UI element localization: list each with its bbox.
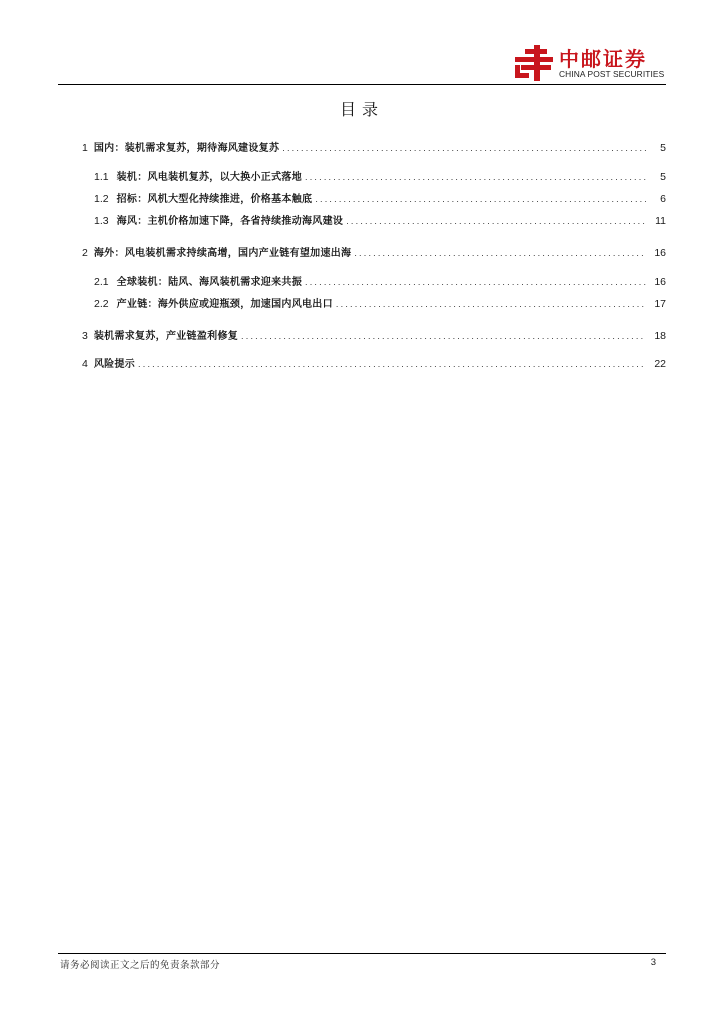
toc-dot-leader	[241, 328, 646, 344]
toc-entry-number: 3	[82, 330, 88, 342]
toc-entry-number: 2	[82, 247, 88, 259]
toc-entry-1[interactable]	[82, 140, 666, 156]
toc-entry-label: 国内：装机需求复苏，期待海风建设复苏	[93, 143, 280, 154]
toc-entry-label: 装机：风电装机复苏，以大换小正式落地	[116, 172, 303, 183]
toc-entry-number: 1.3	[94, 215, 109, 227]
toc-entry-label: 海外：风电装机需求持续高增，国内产业链有望加速出海	[93, 248, 352, 259]
toc-entry-number: 4	[82, 358, 88, 370]
toc-entry-1-3[interactable]	[94, 213, 666, 229]
toc-entry-3[interactable]	[82, 328, 666, 344]
toc-entry-2-2[interactable]	[94, 296, 666, 312]
page-header	[0, 0, 724, 86]
toc-entry-page: 11	[655, 215, 666, 227]
toc-dot-leader	[138, 356, 646, 372]
toc-entry-label: 海风：主机价格加速下降，各省持续推动海风建设	[116, 216, 344, 227]
toc-entry-page: 16	[654, 276, 666, 288]
toc-entry-label: 产业链：海外供应或迎瓶颈，加速国内风电出口	[116, 299, 333, 310]
toc-entry-label: 招标：风机大型化持续推进，价格基本触底	[116, 194, 313, 205]
toc-dot-leader	[354, 245, 646, 261]
page-number: 3	[650, 957, 656, 968]
disclaimer-note: 请务必阅读正文之后的免责条款部分	[60, 960, 221, 971]
toc-dot-leader	[282, 140, 646, 156]
toc-entry-page: 16	[654, 247, 666, 259]
china-post-securities-logo	[512, 44, 672, 82]
toc-entry-number: 1.2	[94, 193, 109, 205]
toc-dot-leader	[305, 169, 646, 185]
toc-entry-number: 1.1	[94, 171, 109, 183]
toc-entry-label: 风险提示	[93, 359, 136, 370]
logo-mark-icon	[512, 44, 556, 82]
toc-entry-page: 22	[654, 358, 666, 370]
toc-title: 目录	[339, 100, 384, 119]
toc-entry-label: 全球装机：陆风、海风装机需求迎来共振	[116, 277, 303, 288]
toc-entry-label: 装机需求复苏，产业链盈利修复	[93, 331, 239, 342]
footer-divider	[58, 953, 666, 954]
toc-entry-number: 2.2	[94, 298, 109, 310]
toc-entry-2[interactable]	[82, 245, 666, 261]
toc-entry-number: 1	[82, 142, 88, 154]
toc-dot-leader	[305, 274, 646, 290]
toc-dot-leader	[315, 191, 646, 207]
toc-entry-4[interactable]	[82, 356, 666, 372]
toc-entry-1-1[interactable]	[94, 169, 666, 185]
brand-name-en: CHINA POST SECURITIES	[559, 69, 665, 79]
toc-entry-page: 6	[660, 193, 666, 205]
brand-name-cn: 中邮证券	[559, 47, 647, 71]
toc-entry-1-2[interactable]	[94, 191, 666, 207]
toc-dot-leader	[336, 296, 646, 312]
toc-dot-leader	[346, 213, 646, 229]
toc-entry-page: 18	[654, 330, 666, 342]
toc-entry-2-1[interactable]	[94, 274, 666, 290]
toc-entry-page: 5	[660, 171, 666, 183]
toc-entry-number: 2.1	[94, 276, 109, 288]
toc-entry-page: 17	[654, 298, 666, 310]
header-divider	[58, 84, 666, 85]
toc-entry-page: 5	[660, 142, 666, 154]
